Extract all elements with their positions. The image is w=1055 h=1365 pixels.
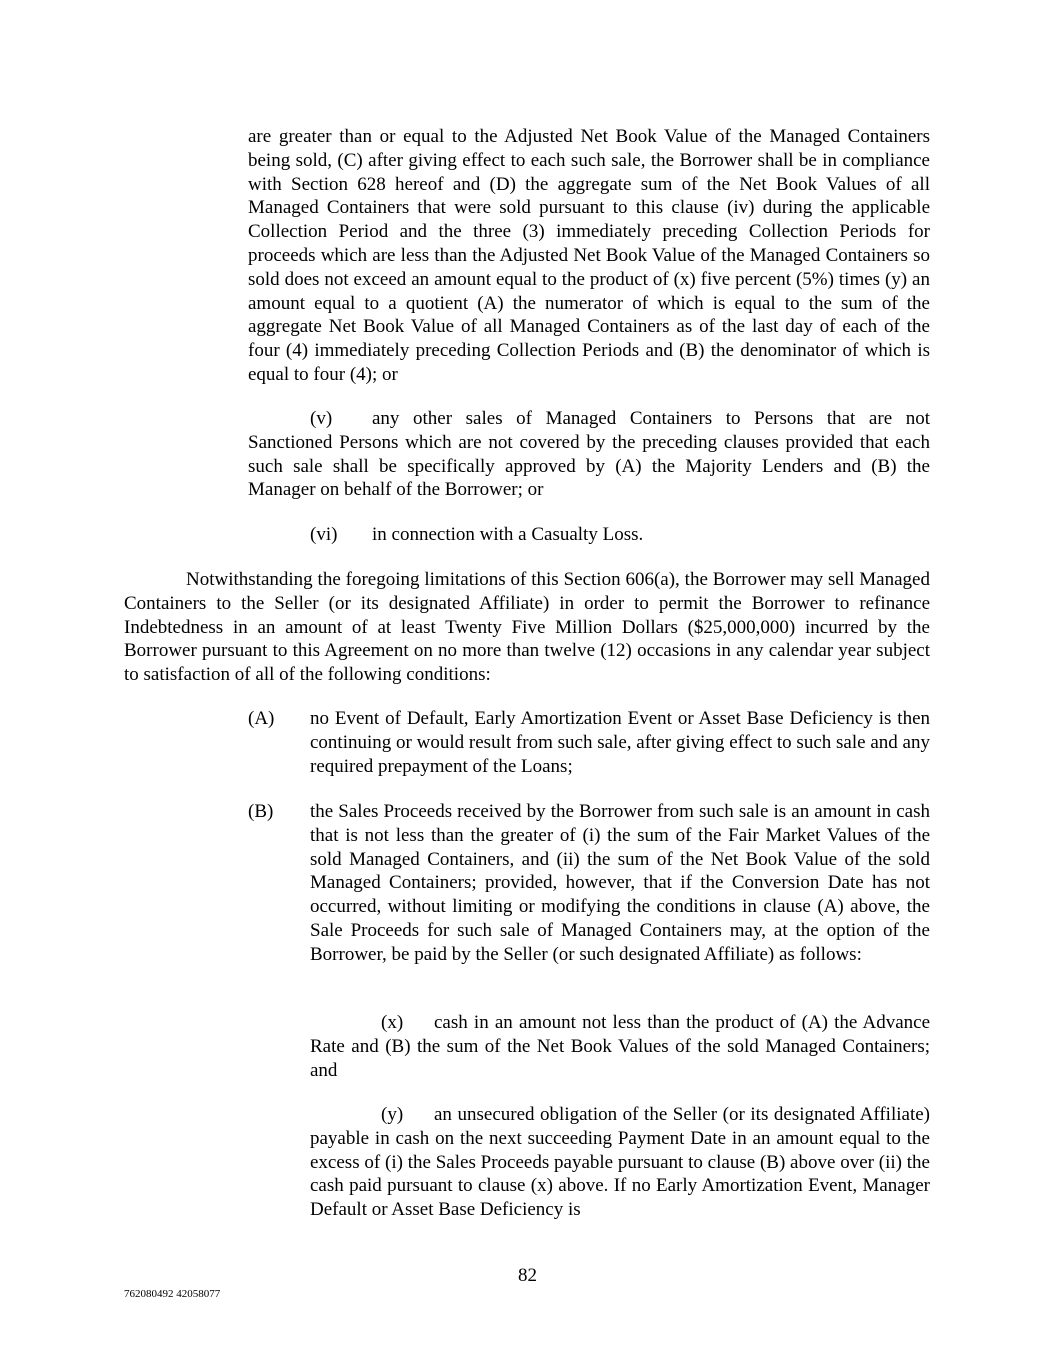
sub-clause-x-text: cash in an amount not less than the product of (A) the Advance Rate and (B) the sum of the Net Book Values of the sold Managed Containers; and [310,1012,930,1081]
condition-a-label: (A) [248,708,275,729]
sub-clause-y-text: an unsecured obligation of the Seller (or its designated Affiliate) payable in cash on the next succeeding Payment Date in an amount equal to the excess of (i) the Sales Proceeds payable pursuant to clause (B) above over (ii) the cash paid pursuant to clause (x) above. If no Early Amortization Event, Manager Default or Asset Base Deficiency is [310,1104,930,1221]
clause-v-text: any other sales of Managed Containers to Persons that are not Sanctioned Persons which are not covered by the preceding clauses provided that each such sale shall be specifically approved by (A) the Majority Lenders and (B) the Manager on behalf of the Borrower; or [248,408,930,501]
clause-v [248,407,930,502]
paragraph-notwithstanding: Notwithstanding the foregoing limitations of this Section 606(a), the Borrower may sell Managed Containers to the Seller (or its designated Affiliate) in order to permit the Borrower to refinance Indebtedness in an amount of at least Twenty Five Million Dollars ($25,000,000) incurred by the Borrower pursuant to this Agreement on no more than twelve (12) occasions in any calendar year subject to satisfaction of all of the following conditions: [124,569,930,686]
clause-v-label: (v) [310,408,333,429]
sub-clause-y [310,1103,930,1222]
sub-clause-y-label: (y) [381,1104,404,1125]
condition-a-text: no Event of Default, Early Amortization Event or Asset Base Deficiency is then continuing or would result from such sale, after giving effect to such sale and any required prepayment of the Loans; [310,708,930,777]
condition-b-label: (B) [248,801,274,822]
clause-vi-label: (vi) [310,524,338,545]
document-id: 762080492 42058077 [124,1288,221,1300]
page-number: 82 [518,1265,537,1286]
condition-b-text: the Sales Proceeds received by the Borrower from such sale is an amount in cash that is not less than the greater of (i) the sum of the Fair Market Values of the sold Managed Containers, and (ii) the sum of the Net Book Value of the sold Managed Containers; provided, however, that if the Conversion Date has not occurred, without limiting or modifying the conditions in clause (A) above, the Sale Proceeds for such sale of Managed Containers may, at the option of the Borrower, be paid by the Seller (or such designated Affiliate) as follows: [310,801,930,965]
clause-vi-text: in connection with a Casualty Loss. [372,524,644,545]
clause-vi [310,523,930,547]
sub-clause-x-label: (x) [381,1012,404,1033]
paragraph-continuation: are greater than or equal to the Adjusted Net Book Value of the Managed Containers being sold, (C) after giving effect to each such sale, the Borrower shall be in compliance with Section 628 hereof and (D) the aggregate sum of the Net Book Values of all Managed Containers that were sold pursuant to this clause (iv) during the applicable Collection Period and the three (3) immediately preceding Collection Periods for proceeds which are less than the Adjusted Net Book Value of the Managed Containers so sold does not exceed an amount equal to the product of (x) five percent (5%) times (y) an amount equal to a quotient (A) the numerator of which is equal to the sum of the aggregate Net Book Value of all Managed Containers as of the last day of each of the four (4) immediately preceding Collection Periods and (B) the denominator of which is equal to four (4); or [248,126,930,385]
sub-clause-x [310,1011,930,1082]
